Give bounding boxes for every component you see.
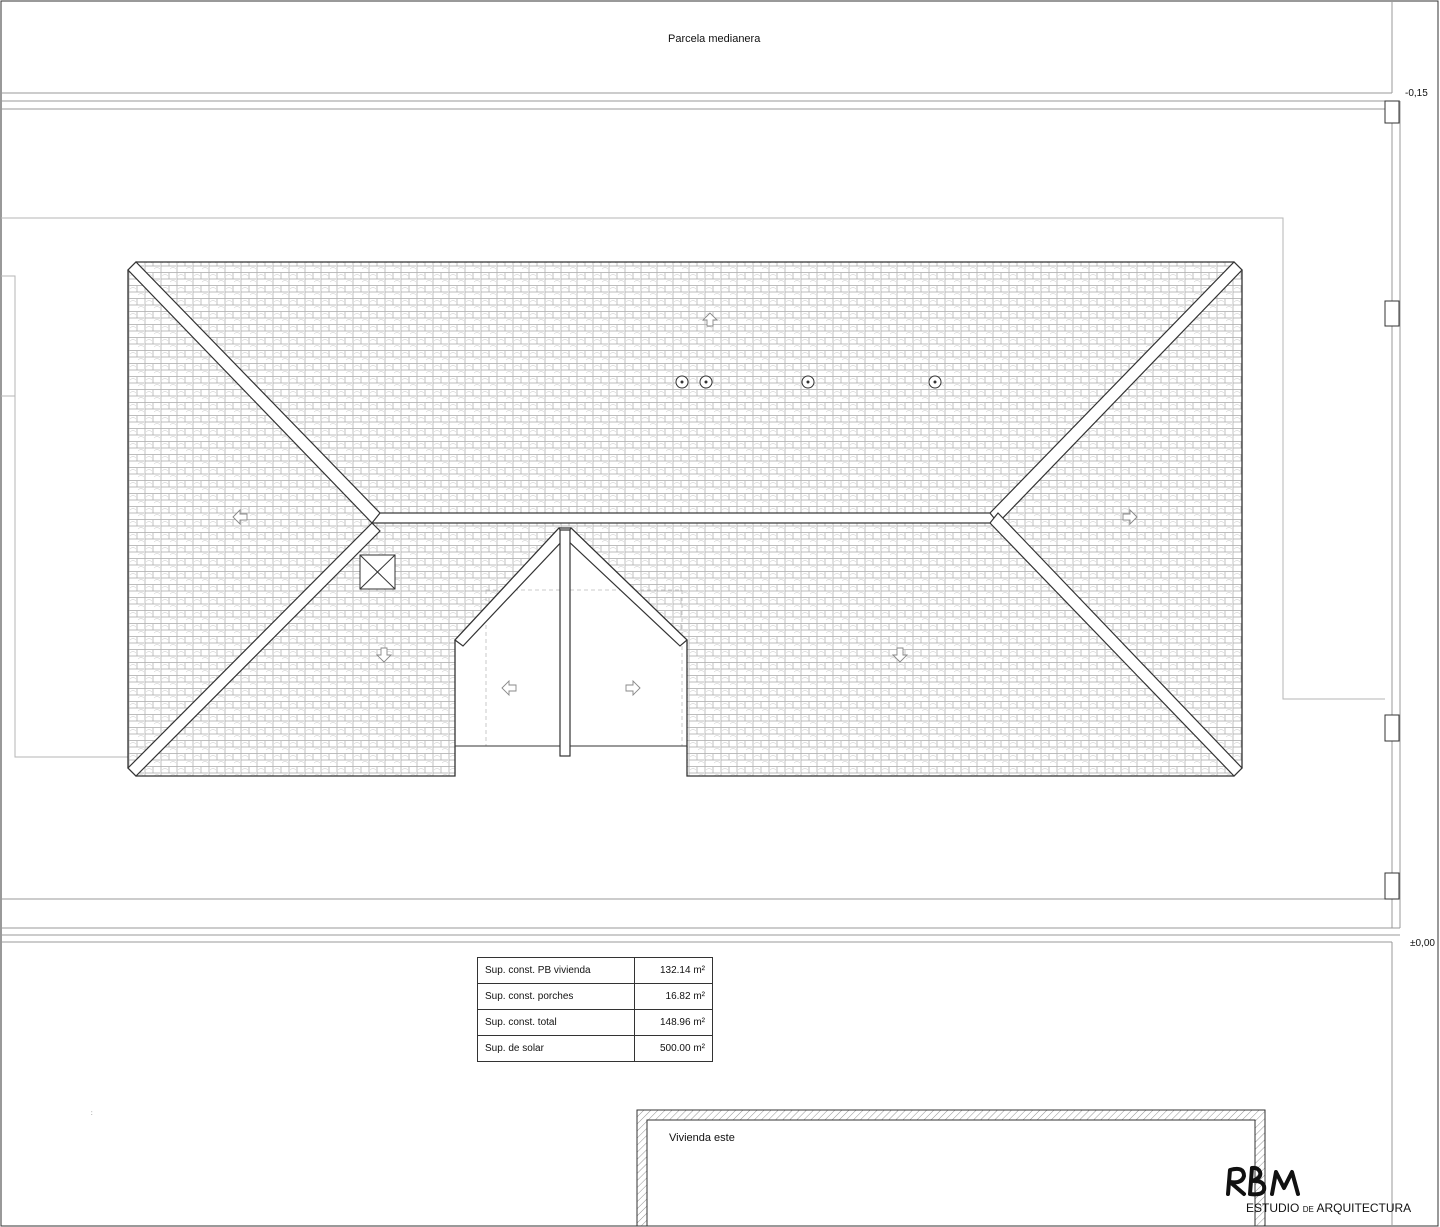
neighbour-house — [637, 1110, 1265, 1226]
area-table — [477, 957, 713, 1062]
parcela-label: Parcela medianera — [668, 33, 761, 45]
table-row — [478, 958, 713, 984]
table-row — [478, 1036, 713, 1062]
area-value: 16.82 m² — [634, 984, 712, 1010]
area-label: Sup. const. porches — [478, 984, 635, 1010]
logo-line2: DE — [1302, 1205, 1314, 1214]
area-value: 500.00 m² — [634, 1036, 712, 1062]
table-row — [478, 984, 713, 1010]
boundary-bottom — [1, 899, 1400, 1226]
logo-text — [1246, 1201, 1411, 1215]
logo-line1: ESTUDIO — [1246, 1201, 1300, 1215]
area-value: 148.96 m² — [634, 1010, 712, 1036]
skylight — [360, 555, 395, 589]
svg-text::: : — [91, 1111, 93, 1117]
level-marker-top: -0,15 — [1405, 88, 1428, 99]
table-row — [478, 1010, 713, 1036]
area-value: 132.14 m² — [634, 958, 712, 984]
level-marker-bottom: ±0,00 — [1410, 938, 1435, 949]
area-label: Sup. const. total — [478, 1010, 635, 1036]
logo-line3: ARQUITECTURA — [1316, 1201, 1412, 1215]
area-label: Sup. de solar — [478, 1036, 635, 1062]
area-label: Sup. const. PB vivienda — [478, 958, 635, 984]
vivienda-label: Vivienda este — [669, 1132, 735, 1144]
